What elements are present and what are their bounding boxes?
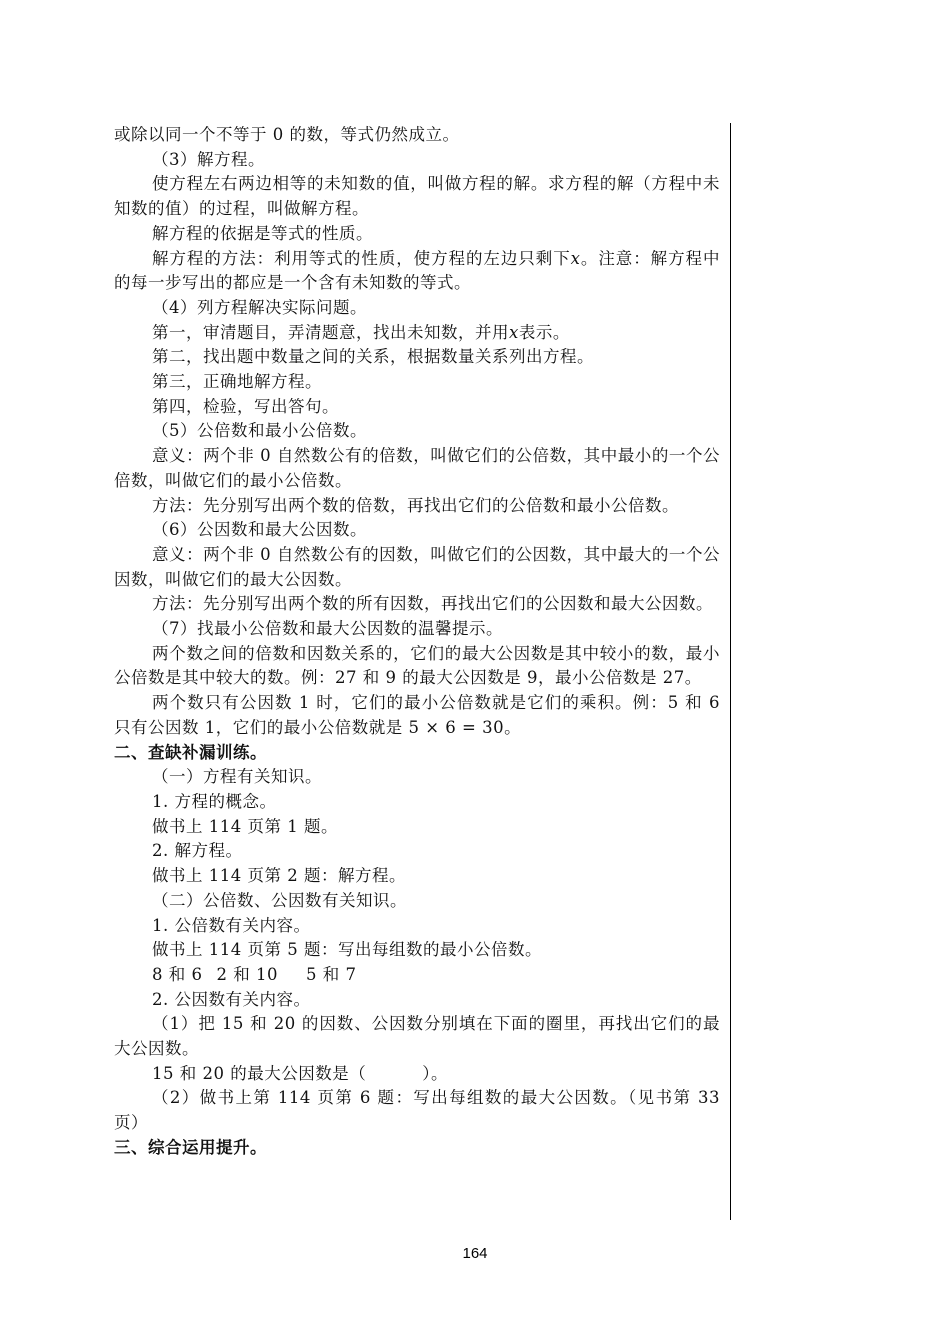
- exercise-line: 做书上 114 页第 2 题：解方程。: [152, 866, 406, 886]
- item-common-multiple: 1. 公倍数有关内容。: [152, 915, 311, 935]
- variable-x: x: [570, 248, 581, 268]
- subheading-common-factor: （6）公因数和最大公因数。: [152, 520, 367, 540]
- subheading-solve-equation: （3）解方程。: [152, 149, 265, 169]
- item-solve-equation: 2. 解方程。: [152, 841, 243, 861]
- paragraph-factor-method: 方法：先分别写出两个数的所有因数，再找出它们的公因数和最大公因数。: [152, 594, 713, 614]
- exercise-fill-circles: （1）把 15 和 20 的因数、公因数分别填在下面的圈里，再找出它们的最大公因数。: [114, 1014, 720, 1059]
- paragraph-basis: 解方程的依据是等式的性质。: [152, 223, 373, 243]
- page-number: 164: [462, 1245, 488, 1262]
- step-first: 第一，审清题目，弄清题意，找出未知数，并用x表示。: [152, 322, 570, 342]
- subheading-multiple-factor-knowledge: （二）公倍数、公因数有关知识。: [152, 890, 407, 910]
- exercise-line: 做书上 114 页第 5 题：写出每组数的最小公倍数。: [152, 940, 542, 960]
- exercise-line: （2）做书上第 114 页第 6 题：写出每组数的最大公因数。（见书第 33 页）: [114, 1088, 720, 1133]
- margin-rule: [730, 123, 731, 1220]
- fill-in-blank-line: 15 和 20 的最大公因数是（ ）。: [152, 1063, 448, 1083]
- item-common-factor: 2. 公因数有关内容。: [152, 989, 311, 1009]
- subheading-equation-knowledge: （一）方程有关知识。: [152, 767, 322, 787]
- content-body: [114, 123, 720, 1161]
- section-heading-two: 二、查缺补漏训练。: [114, 742, 267, 762]
- step-fourth: 第四，检验，写出答句。: [152, 396, 339, 416]
- step-third: 第三，正确地解方程。: [152, 372, 322, 392]
- item-equation-concept: 1. 方程的概念。: [152, 791, 277, 811]
- subheading-word-problems: （4）列方程解决实际问题。: [152, 297, 367, 317]
- paragraph-tip-two: 两个数只有公因数 1 时，它们的最小公倍数就是它们的乘积。例：5 和 6 只有公因数 1，它们的最小公倍数就是 5 × 6 = 30。: [114, 693, 720, 737]
- paragraph-method: 解方程的方法：利用等式的性质，使方程的左边只剩下x。注意：解方程中的每一步写出的都应是一个含有未知数的等式。: [114, 248, 720, 293]
- paragraph-solution-definition: 使方程左右两边相等的未知数的值，叫做方程的解。求方程的解（方程中未知数的值）的过程，叫做解方程。: [114, 174, 720, 219]
- subheading-tips: （7）找最小公倍数和最大公因数的温馨提示。: [152, 619, 503, 639]
- exercise-line: 做书上 114 页第 1 题。: [152, 816, 338, 836]
- subheading-common-multiple: （5）公倍数和最小公倍数。: [152, 421, 367, 441]
- variable-x: x: [509, 322, 519, 342]
- paragraph-tip-one: 两个数之间的倍数和因数关系的，它们的最大公因数是其中较小的数，最小公倍数是其中较大的数。例：27 和 9 的最大公因数是 9，最小公倍数是 27。: [114, 643, 720, 688]
- text-line: 或除以同一个不等于 0 的数，等式仍然成立。: [114, 125, 460, 144]
- section-heading-three: 三、综合运用提升。: [114, 1137, 267, 1157]
- paragraph-factor-meaning: 意义：两个非 0 自然数公有的因数，叫做它们的公因数，其中最大的一个公因数，叫做它们的最大公因数。: [114, 544, 720, 589]
- number-groups: 8 和 6 2 和 10 5 和 7: [152, 964, 357, 984]
- paragraph-multiple-meaning: 意义：两个非 0 自然数公有的倍数，叫做它们的公倍数，其中最小的一个公倍数，叫做它们的最小公倍数。: [114, 446, 720, 490]
- paragraph-multiple-method: 方法：先分别写出两个数的倍数，再找出它们的公倍数和最小公倍数。: [152, 495, 679, 515]
- step-second: 第二，找出题中数量之间的关系，根据数量关系列出方程。: [152, 347, 594, 367]
